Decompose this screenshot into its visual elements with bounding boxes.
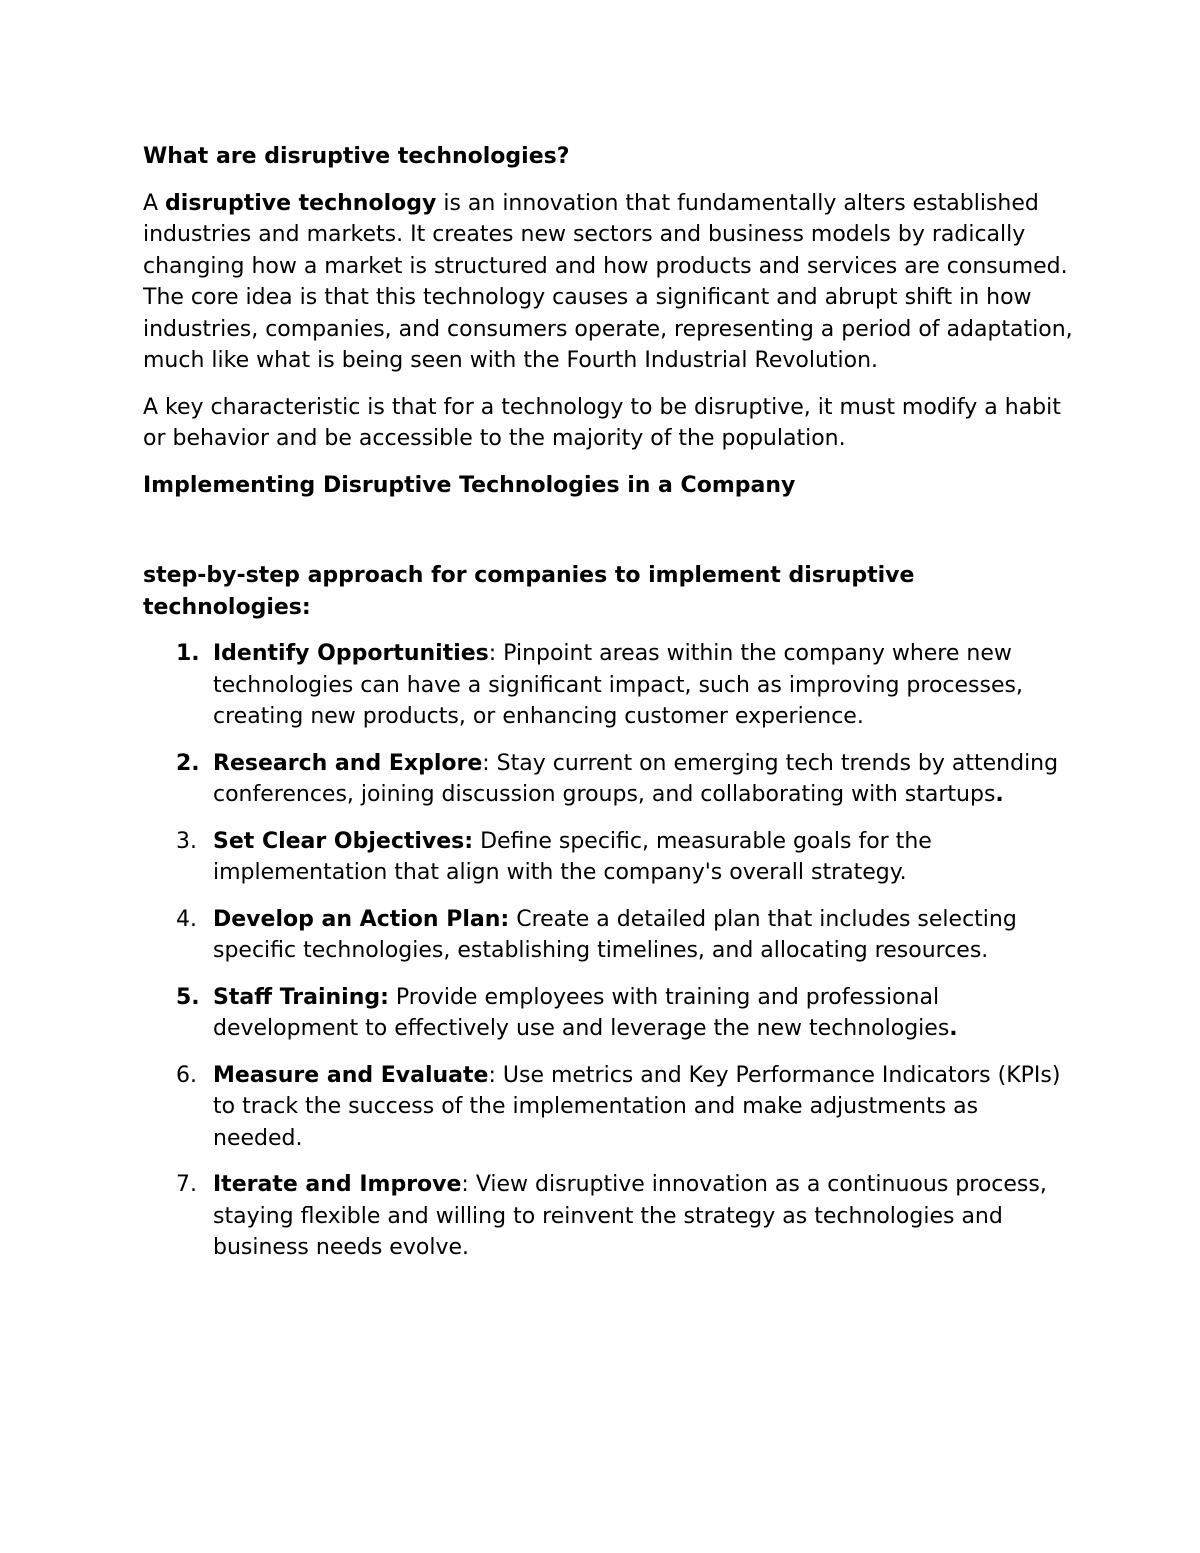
list-item-number: 2. <box>176 750 200 776</box>
list-item-number: 1. <box>176 641 200 666</box>
list-item-title: Staff Training: <box>213 984 389 1010</box>
key-characteristic-paragraph: A key characteristic is that for a technology to be disruptive, it must modify a habit or behavior and be accessible to the majority of the population. <box>143 394 1061 451</box>
list-item-tail: . <box>995 782 1004 807</box>
intro-paragraph-rest: is an innovation that fundamentally alters established industries and markets. It creates new sectors and business models by radically changing how a market is structured and how products and services are consumed. The core idea is that this technology causes a significant and abrupt shift in how industries, companies, and consumers operate, representing a period of adaptation, much like what is being seen with the Fourth Industrial Revolution. <box>143 190 1073 373</box>
steps-heading: step-by-step approach for companies to implement disruptive technologies: <box>143 563 915 620</box>
intro-term: disruptive technology <box>165 190 437 216</box>
list-item <box>143 826 1073 889</box>
list-item <box>143 982 1073 1045</box>
steps-list <box>143 638 1073 1264</box>
list-item-text: : Use metrics and Key Performance Indicators (KPIs) to track the success of the implementation and make adjustments as needed. <box>213 1062 1061 1151</box>
list-item <box>143 1169 1073 1264</box>
list-item-title: Develop an Action Plan: <box>213 906 510 932</box>
list-item-text: : Stay current on emerging tech trends by attending conferences, joining discussion groups, and collaborating with startups <box>213 750 1059 807</box>
list-item-number: 6. <box>176 1062 197 1088</box>
implementing-heading: Implementing Disruptive Technologies in a Company <box>143 472 796 498</box>
list-item <box>143 638 1073 733</box>
list-item-text: Create a detailed plan that includes selecting specific technologies, establishing timelines, and allocating resources. <box>213 906 1017 963</box>
intro-paragraph <box>143 188 1073 377</box>
list-item-title: Identify Opportunities <box>213 641 489 666</box>
list-item-title: Iterate and Improve <box>213 1172 462 1197</box>
list-item-title: Research and Explore <box>213 750 483 776</box>
list-item-number: 7. <box>176 1172 197 1197</box>
list-item-text: : View disruptive innovation as a continuous process, staying flexible and willing to reinvent the strategy as technologies and business needs evolve. <box>213 1172 1047 1260</box>
list-item-text: Provide employees with training and professional development to effectively use and leverage the new technologies <box>213 984 950 1041</box>
list-item-number: 5. <box>176 984 200 1010</box>
list-item <box>143 748 1073 811</box>
list-item-number: 4. <box>176 906 197 932</box>
list-item-number: 3. <box>176 828 197 854</box>
list-item-text: : Pinpoint areas within the company where new technologies can have a significant impact, such as improving processes, creating new products, or enhancing customer experience. <box>213 641 1023 729</box>
document-title: What are disruptive technologies? <box>143 144 570 169</box>
list-item-title: Measure and Evaluate <box>213 1062 489 1088</box>
list-item-title: Set Clear Objectives: <box>213 828 474 854</box>
list-item-tail: . <box>949 1016 958 1041</box>
intro-paragraph-start: A <box>143 190 166 216</box>
document-page <box>143 141 1073 1279</box>
list-item <box>143 904 1073 967</box>
list-item-text: Define specific, measurable goals for the implementation that align with the company's overall strategy. <box>213 828 932 885</box>
list-item <box>143 1060 1073 1155</box>
